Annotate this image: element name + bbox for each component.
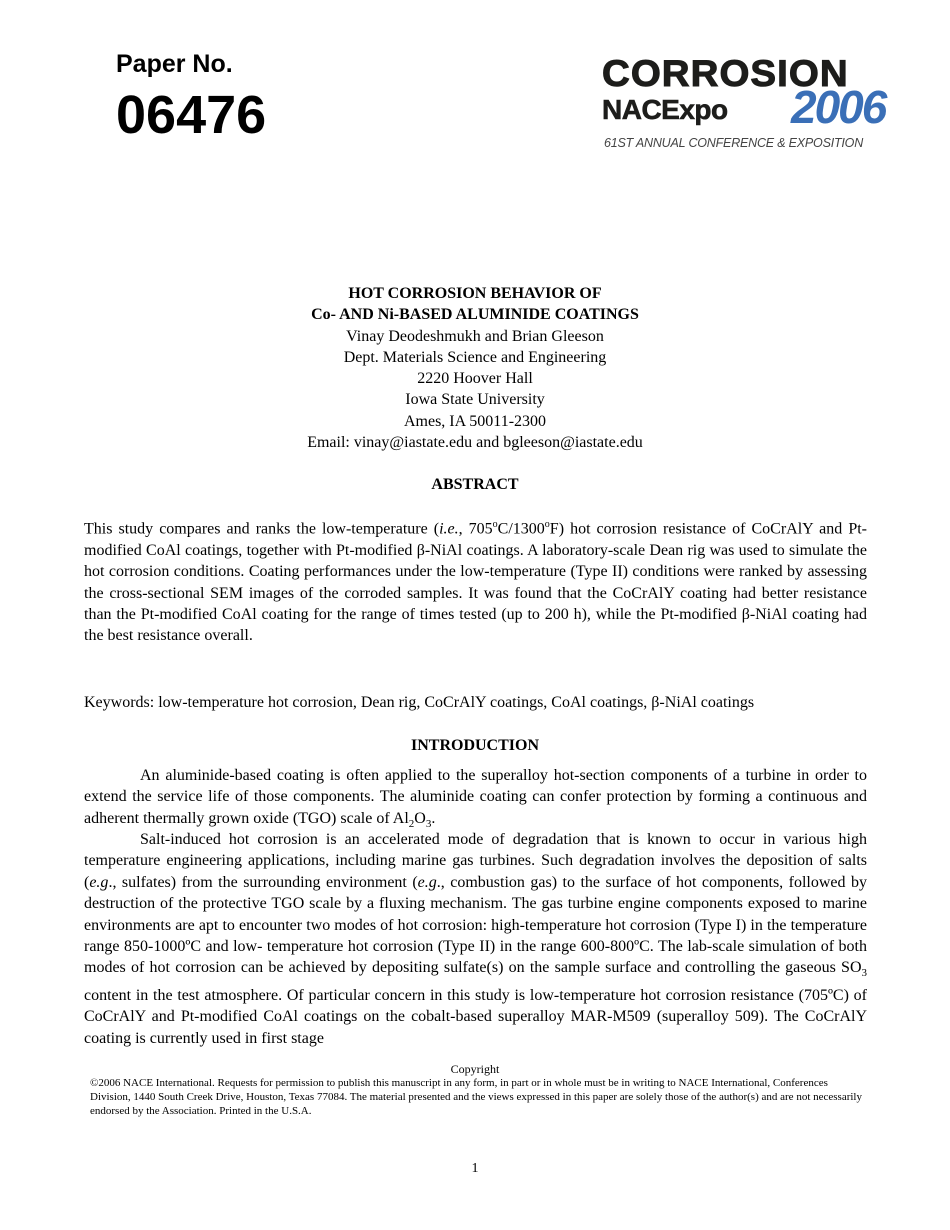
paper-number: 06476 <box>116 85 267 145</box>
page-number: 1 <box>471 1161 479 1176</box>
introduction-paragraph-2: Salt-induced hot corrosion is an accelerated mode of degradation that is known to occur in various high temperature engineering applications, including marine gas turbines. Such degradation involves the deposition of salts (e.g., sulfates) from the surrounding environment (e.g., combustion gas) to the surface of hot components, followed by destruction of the protective TGO scale by a fluxing mechanism. The gas turbine engine components exposed to marine environments are apt to encounter two modes of hot corrosion: high-temperature hot corrosion (Type I) in the temperature range 850-1000ºC and low- temperature hot corrosion (Type II) in the range 600-800ºC. The lab-scale simulation of both modes of hot corrosion can be achieved by depositing sulfate(s) on the sample surface and controlling the gaseous $SO_3$ content in the test atmosphere. Of particular concern in this study is low-temperature hot corrosion resistance (705ºC) of CoCrAlY and Pt-modified CoAl coatings on the cobalt-based superalloy MAR-M509 (superalloy 509). The CoCrAlY coating is currently used in first stage <box>84 831 868 1047</box>
logo-corrosion-text: CORROSION <box>602 53 849 94</box>
paper-label: Paper No. <box>116 50 233 78</box>
title-block <box>0 283 950 453</box>
address-line3: Ames, IA 50011-2300 <box>403 412 547 430</box>
conference-logo <box>600 54 890 156</box>
address-line2: Iowa State University <box>405 391 545 409</box>
introduction-heading: INTRODUCTION <box>410 737 539 754</box>
paper-title-line2: Co- AND Ni-BASED ALUMINIDE COATINGS <box>311 306 639 324</box>
introduction-paragraph-1: An aluminide-based coating is often applied to the superalloy hot-section components of a turbine in order to extend the service life of those components. The aluminide coating can confer protection by forming a continuous and adherent thermally grown oxide (TGO) scale of $Al_2O_3$. <box>84 767 867 830</box>
logo-subtitle-text: 61ST ANNUAL CONFERENCE & EXPOSITION <box>604 136 864 150</box>
abstract-heading: ABSTRACT <box>431 476 519 493</box>
copyright-text: ©2006 NACE International. Requests for permission to publish this manuscript in any form, in part or in whole must be in writing to NACE International, Conferences Division, 1440 South Creek Drive, Houston, Texas 77084. The material presented and the views expressed in this paper are solely those of the author(s) and are not necessarily endorsed by the Association. Printed in the U.S.A. <box>90 1077 862 1117</box>
logo-nacexpo-text: NACExpo <box>602 94 728 125</box>
department: Dept. Materials Science and Engineering <box>343 348 607 366</box>
email-line: Email: vinay@iastate.edu and bgleeson@iastate.edu <box>307 434 643 452</box>
copyright-label: Copyright <box>450 1062 500 1076</box>
abstract-text: This study compares and ranks the low-temperature (i.e., 705$^o$C/1300$^o$F) hot corrosion resistance of CoCrAlY and Pt-modified CoAl coatings, together with Pt-modified β-NiAl coatings. A laboratory-scale Dean rig was used to simulate the hot corrosion conditions. Coating performances under the low-temperature (Type II) conditions were ranked by assessing the cross-sectional SEM images of the corroded samples. It was found that the CoCrAlY coating had better resistance than the Pt-modified CoAl coating for the range of times tested (up to 200 h), while the Pt-modified β-NiAl coating had the best resistance overall. <box>84 519 868 645</box>
authors: Vinay Deodeshmukh and Brian Gleeson <box>346 327 604 345</box>
address-line1: 2220 Hoover Hall <box>417 370 533 388</box>
keywords: Keywords: low-temperature hot corrosion, Dean rig, CoCrAlY coatings, CoAl coatings, β-NiAl coatings <box>84 694 755 711</box>
paper-title-line1: HOT CORROSION BEHAVIOR OF <box>348 285 602 302</box>
logo-year-text: 2006 <box>791 81 886 133</box>
